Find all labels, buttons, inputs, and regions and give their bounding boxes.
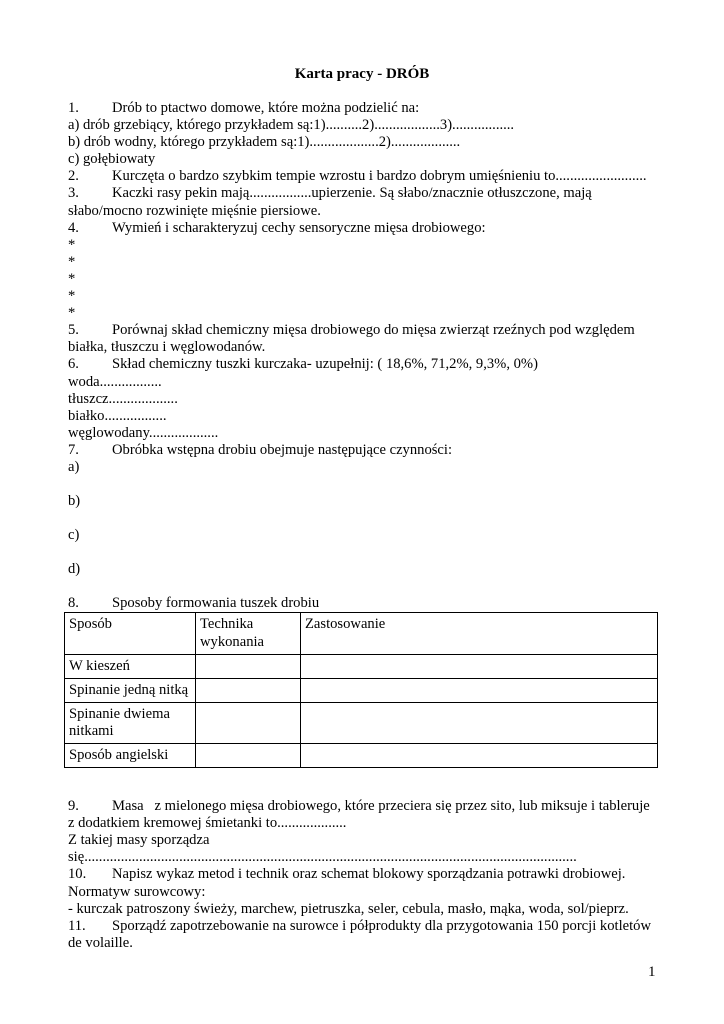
table-cell[interactable]	[301, 744, 658, 768]
table-cell: W kieszeń	[65, 654, 196, 678]
bullet-item: *	[68, 253, 76, 270]
bullet-item: *	[68, 236, 76, 253]
page-number: 1	[648, 964, 656, 980]
composition-carbs: węglowodany...................	[68, 424, 219, 441]
table-row	[65, 744, 658, 768]
table-cell[interactable]	[301, 654, 658, 678]
question-4: 4. Wymień i scharakteryzuj cechy sensoryczne mięsa drobiowego:	[68, 219, 486, 236]
question-1-b: b) drób wodny, którego przykładem są:1)...................2)...................	[68, 134, 461, 151]
column-header: Zastosowanie	[301, 613, 658, 654]
table-cell: Spinanie jedną nitką	[65, 678, 196, 702]
question-1-c: c) gołębiowaty	[68, 151, 156, 168]
question-10-line3: - kurczak patroszony świeży, marchew, pietruszka, seler, cebula, masło, mąka, woda, sol/pieprz.	[68, 900, 629, 917]
question-1-a: a) drób grzebiący, którego przykładem są:1)..........2)..................3).................	[68, 117, 515, 134]
question-6: 6. Skład chemiczny tuszki kurczaka- uzupełnij: ( 18,6%, 71,2%, 9,3%, 0%)	[68, 356, 538, 373]
composition-water: woda.................	[68, 373, 162, 390]
page-title: Karta pracy - DRÓB	[294, 66, 430, 82]
question-11: 11. Sporządź zapotrzebowanie na surowce i półprodukty dla przygotowania 150 porcji kotletów	[68, 917, 651, 934]
composition-protein: białko.................	[68, 407, 167, 424]
question-8: 8. Sposoby formowania tuszek drobiu	[68, 595, 320, 612]
table-cell[interactable]	[196, 702, 301, 743]
table-cell[interactable]	[196, 744, 301, 768]
question-5: 5. Porównaj skład chemiczny mięsa drobiowego do mięsa zwierząt rzeźnych pod względem	[68, 322, 635, 339]
question-9-line3: Z takiej masy sporządza	[68, 832, 210, 849]
table-row	[65, 654, 658, 678]
answer-slot-a: a)	[68, 458, 80, 475]
question-10: 10. Napisz wykaz metod i technik oraz schemat blokowy sporządzania potrawki drobiowej.	[68, 866, 626, 883]
question-5-cont: białka, tłuszczu i węglowodanów.	[68, 339, 266, 356]
column-header: Sposób	[65, 613, 196, 654]
column-header: Technika wykonania	[196, 613, 301, 654]
bullet-item: *	[68, 270, 76, 287]
table-cell[interactable]	[196, 654, 301, 678]
question-9: 9. Masa z mielonego mięsa drobiowego, które przeciera się przez sito, lub miksuje i tableruje	[68, 798, 650, 815]
answer-slot-b: b)	[68, 493, 81, 510]
table-cell[interactable]	[301, 678, 658, 702]
question-1: 1. Drób to ptactwo domowe, które można podzielić na:	[68, 100, 420, 116]
table-cell[interactable]	[301, 702, 658, 743]
worksheet-body	[68, 100, 668, 952]
question-2: 2. Kurczęta o bardzo szybkim tempie wzrostu i bardzo dobrym umięśnieniu to.........................	[68, 168, 647, 185]
table-cell[interactable]	[196, 678, 301, 702]
table-cell: Spinanie dwiema nitkami	[65, 702, 196, 743]
question-7: 7. Obróbka wstępna drobiu obejmuje następujące czynności:	[68, 441, 453, 458]
table-row	[65, 702, 658, 743]
composition-fat: tłuszcz...................	[68, 390, 178, 407]
table-cell: Sposób angielski	[65, 744, 196, 768]
question-10-line2: Normatyw surowcowy:	[68, 883, 206, 900]
answer-slot-c: c)	[68, 527, 80, 544]
table-row	[65, 678, 658, 702]
question-9-line2: z dodatkiem kremowej śmietanki to...................	[68, 815, 347, 832]
forming-methods-table	[64, 612, 658, 768]
table-header-row	[65, 613, 658, 654]
bullet-item: *	[68, 288, 76, 305]
question-3-cont: słabo/mocno rozwinięte mięśnie piersiowe.	[68, 202, 321, 219]
answer-slot-d: d)	[68, 561, 81, 578]
bullet-item: *	[68, 305, 76, 322]
question-3: 3. Kaczki rasy pekin mają.................upierzenie. Są słabo/znacznie otłuszczone, mają	[68, 185, 592, 202]
question-11-cont: de volaille.	[68, 934, 133, 951]
question-9-line4: się.......................................................................................................................................	[68, 849, 577, 866]
